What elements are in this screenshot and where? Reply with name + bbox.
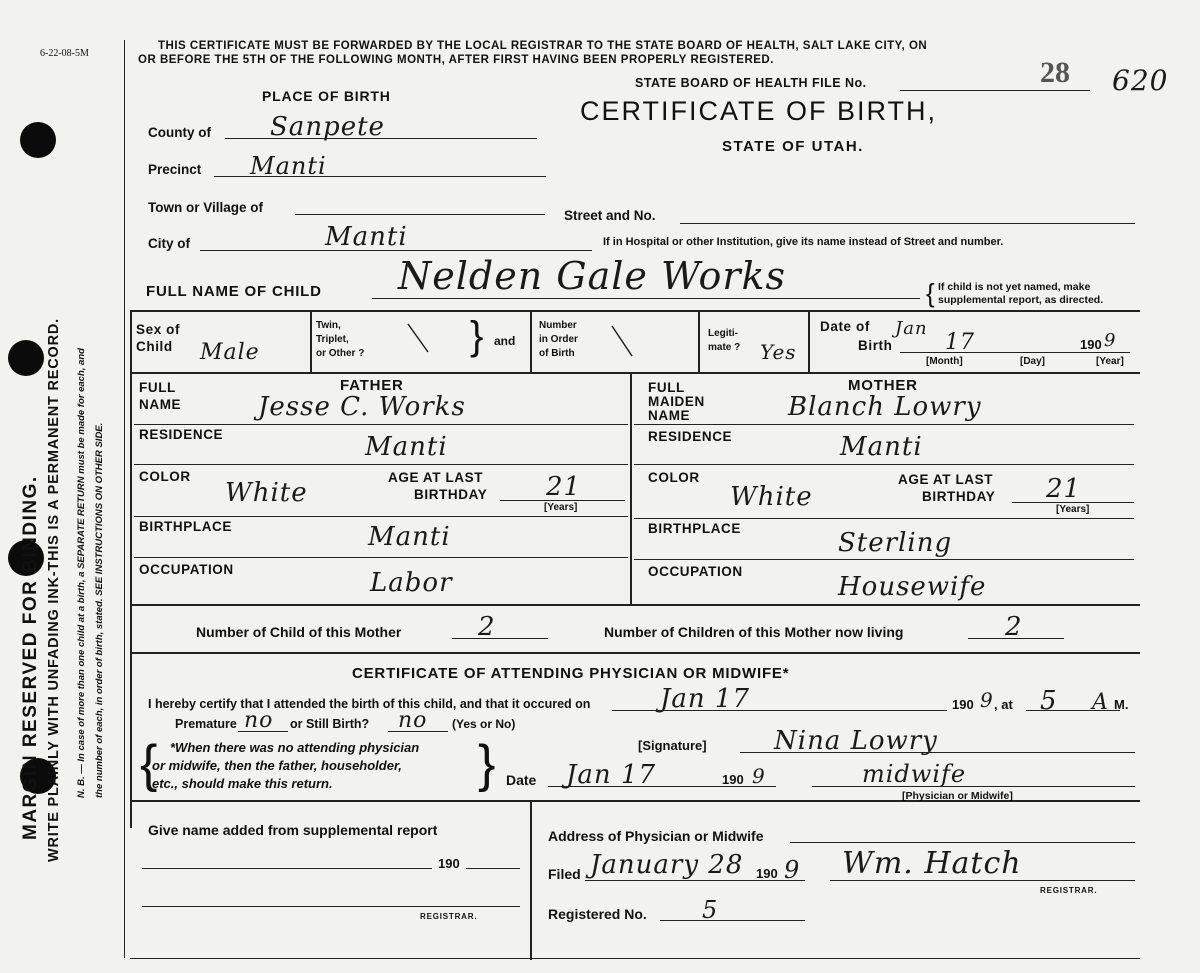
children-living-value: 2 bbox=[1005, 612, 1023, 642]
supplemental-year: 190 bbox=[438, 856, 460, 871]
physician-heading: CERTIFICATE OF ATTENDING PHYSICIAN OR MIDWIFE* bbox=[352, 665, 790, 682]
registrar-signature: Wm. Hatch bbox=[842, 846, 1022, 881]
filed-written: January 28 bbox=[590, 850, 744, 880]
dob-year-printed: 190 bbox=[1080, 337, 1102, 352]
father-birthplace-label: BIRTHPLACE bbox=[139, 519, 232, 534]
father-occupation-label: OCCUPATION bbox=[139, 562, 234, 577]
mother-color-label: COLOR bbox=[648, 470, 700, 485]
mother-residence-label: RESIDENCE bbox=[648, 429, 733, 444]
mother-full-label: FULL bbox=[648, 380, 685, 395]
header-instruction-2: OR BEFORE THE 5TH OF THE FOLLOWING MONTH, AFTER FIRST HAVING BEEN PROPERLY REGISTERED. bbox=[138, 54, 774, 66]
nb-note-line1: N. B. — In case of more than one child at a birth, a SEPARATE RETURN must be made for each, and bbox=[76, 348, 87, 798]
mother-years-label: [Years] bbox=[1056, 504, 1090, 515]
father-residence-label: RESIDENCE bbox=[139, 427, 224, 442]
still-birth-value: no bbox=[398, 708, 428, 733]
ampm-value: A bbox=[1092, 690, 1109, 715]
hospital-note: If in Hospital or other Institution, give its name instead of Street and number. bbox=[603, 236, 1004, 248]
father-name-label: NAME bbox=[139, 397, 182, 412]
mother-birthplace-line bbox=[634, 559, 1134, 560]
still-birth-label: or Still Birth? bbox=[290, 717, 370, 731]
mother-age-value: 21 bbox=[1046, 474, 1082, 504]
state-title: STATE OF UTAH. bbox=[722, 138, 864, 155]
rule-bottom bbox=[130, 958, 1140, 959]
father-birthplace-value: Manti bbox=[368, 522, 451, 552]
mother-residence-value: Manti bbox=[840, 432, 923, 462]
certificate-title: CERTIFICATE OF BIRTH, bbox=[580, 96, 938, 126]
father-heading: FATHER bbox=[340, 377, 404, 394]
filed-year-printed: 190 bbox=[756, 866, 778, 881]
registered-no-value: 5 bbox=[702, 896, 719, 924]
stamp-number: 620 bbox=[1112, 64, 1169, 97]
father-age-label-1: AGE AT LAST bbox=[388, 470, 484, 485]
twin-dash-marks bbox=[400, 318, 640, 363]
binding-hole-1 bbox=[20, 122, 56, 158]
order-label-3: of Birth bbox=[539, 348, 575, 359]
form-code: 6-22-08-5M bbox=[40, 48, 89, 59]
rule-top bbox=[130, 310, 1140, 312]
month-label: [Month] bbox=[926, 356, 963, 367]
town-line bbox=[295, 214, 545, 215]
father-color-value: White bbox=[225, 478, 308, 508]
mother-occupation-label: OCCUPATION bbox=[648, 564, 743, 579]
child-name-value: Nelden Gale Works bbox=[398, 254, 787, 298]
mother-color-value: White bbox=[730, 482, 813, 512]
file-number: 28 bbox=[1040, 56, 1070, 89]
precinct-label: Precinct bbox=[148, 162, 202, 177]
mother-birthplace-label: BIRTHPLACE bbox=[648, 521, 741, 536]
rule-row4 bbox=[130, 652, 1140, 654]
dob-month: Jan bbox=[895, 318, 928, 339]
file-no-line bbox=[900, 90, 1090, 91]
father-age-value: 21 bbox=[546, 472, 582, 502]
supplemental-line-end bbox=[466, 868, 520, 869]
precinct-value: Manti bbox=[250, 152, 327, 180]
supplemental-line bbox=[142, 868, 432, 869]
signature-value: Nina Lowry bbox=[774, 726, 938, 756]
father-name-value: Jesse C. Works bbox=[258, 392, 466, 422]
write-plainly-text: WRITE PLAINLY WITH UNFADING INK-THIS IS A PERMANENT RECORD. bbox=[46, 318, 62, 862]
year-label: [Year] bbox=[1096, 356, 1124, 367]
m-label: M. bbox=[1114, 697, 1129, 712]
father-years-label: [Years] bbox=[544, 502, 578, 513]
rule-row2 bbox=[130, 372, 1140, 374]
registered-no-line bbox=[660, 920, 805, 921]
child-number-value: 2 bbox=[478, 612, 496, 642]
father-age-line bbox=[500, 500, 625, 501]
mother-age-label-1: AGE AT LAST bbox=[898, 472, 994, 487]
street-label: Street and No. bbox=[564, 208, 656, 223]
twin-brace: } bbox=[470, 314, 484, 358]
physician-note-1: *When there was no attending physician bbox=[170, 740, 420, 755]
margin-reserved-text: MARGIN RESERVED FOR BINDING. bbox=[20, 475, 41, 840]
child-number-line bbox=[452, 638, 548, 639]
father-age-label-2: BIRTHDAY bbox=[414, 487, 488, 502]
supplemental-registrar-label: REGISTRAR. bbox=[420, 912, 478, 921]
dob-line bbox=[900, 352, 1130, 353]
sex-value: Male bbox=[200, 340, 260, 365]
father-occupation-value: Labor bbox=[370, 568, 453, 598]
legit-label-1: Legiti- bbox=[708, 328, 738, 339]
sex-label-2: Child bbox=[136, 339, 173, 354]
child-name-line bbox=[372, 298, 920, 299]
date-year-printed: 190 bbox=[722, 772, 744, 787]
physician-certify-text: I hereby certify that I attended the birth of this child, and that it occured on bbox=[148, 697, 591, 711]
father-full-label: FULL bbox=[139, 380, 176, 395]
child-number-label: Number of Child of this Mother bbox=[196, 624, 402, 640]
father-color-label: COLOR bbox=[139, 469, 191, 484]
header-instruction-1: THIS CERTIFICATE MUST BE FORWARDED BY THE LOCAL REGISTRAR TO THE STATE BOARD OF HEALTH, SALT LAKE CITY, ON bbox=[158, 40, 928, 52]
father-residence-value: Manti bbox=[365, 432, 448, 462]
margin-rule bbox=[124, 40, 125, 958]
mother-heading: MOTHER bbox=[848, 377, 918, 394]
city-label: City of bbox=[148, 236, 190, 251]
physician-note-3: etc., should make this return. bbox=[152, 776, 333, 791]
nb-note-line2: the number of each, in order of birth, stated. SEE INSTRUCTIONS ON OTHER SIDE. bbox=[94, 422, 105, 798]
mother-occupation-value: Housewife bbox=[838, 572, 987, 602]
date-year-written: 9 bbox=[752, 764, 766, 788]
rule-sex bbox=[310, 310, 312, 372]
legit-label-2: mate ? bbox=[708, 342, 741, 353]
mother-residence-line bbox=[634, 464, 1134, 465]
hour-value: 5 bbox=[1040, 686, 1058, 716]
binding-hole-2 bbox=[8, 340, 44, 376]
title-line bbox=[812, 786, 1135, 787]
mother-color-line bbox=[634, 518, 1134, 519]
twin-label-2: Triplet, bbox=[316, 334, 349, 345]
day-label: [Day] bbox=[1020, 356, 1046, 367]
yes-no-label: (Yes or No) bbox=[452, 717, 516, 731]
filed-year-written: 9 bbox=[784, 856, 801, 884]
town-label: Town or Village of bbox=[148, 200, 264, 215]
note-brace-left: { bbox=[140, 735, 158, 793]
date-written: Jan 17 bbox=[566, 760, 657, 790]
signature-label: [Signature] bbox=[638, 738, 707, 753]
note-brace-right: } bbox=[478, 735, 496, 793]
child-note-2: supplemental report, as directed. bbox=[938, 294, 1104, 306]
filed-label: Filed bbox=[548, 866, 581, 882]
street-line bbox=[680, 223, 1135, 224]
mother-age-label-2: BIRTHDAY bbox=[922, 489, 996, 504]
at-label: , at bbox=[994, 697, 1013, 712]
premature-value: no bbox=[244, 708, 274, 733]
rule-bottom-split bbox=[530, 800, 532, 960]
child-note-1: If child is not yet named, make bbox=[938, 281, 1091, 293]
sex-label-1: Sex of bbox=[136, 322, 181, 337]
file-no-label: STATE BOARD OF HEALTH FILE No. bbox=[635, 76, 867, 90]
registrar-label: REGISTRAR. bbox=[1040, 886, 1098, 895]
dob-day: 17 bbox=[945, 330, 975, 355]
twin-label-3: or Other ? bbox=[316, 348, 365, 359]
dob-year-written: 9 bbox=[1104, 330, 1117, 351]
child-name-label: FULL NAME OF CHILD bbox=[146, 283, 322, 300]
county-value: Sanpete bbox=[270, 112, 385, 142]
father-birthplace-line bbox=[134, 557, 628, 558]
occurred-date-value: Jan 17 bbox=[660, 684, 751, 714]
title-label: [Physician or Midwife] bbox=[902, 790, 1013, 802]
city-value: Manti bbox=[325, 222, 408, 252]
mother-name-value: Blanch Lowry bbox=[788, 392, 982, 422]
premature-label: Premature bbox=[175, 717, 237, 731]
rule-row3 bbox=[130, 604, 1140, 606]
occurred-year-written: 9 bbox=[980, 688, 994, 712]
occurred-year-printed: 190 bbox=[952, 697, 974, 712]
children-living-label: Number of Children of this Mother now living bbox=[604, 624, 904, 640]
dob-label-1: Date of bbox=[820, 319, 870, 334]
supplemental-label: Give name added from supplemental report bbox=[148, 822, 438, 838]
address-label: Address of Physician or Midwife bbox=[548, 828, 764, 844]
supplemental-registrar-line bbox=[142, 906, 520, 907]
physician-note-2: or midwife, then the father, householder, bbox=[152, 758, 402, 773]
order-label-1: Number bbox=[539, 320, 577, 331]
rule-left bbox=[130, 310, 132, 828]
father-residence-line bbox=[134, 464, 628, 465]
child-note-brace: { bbox=[926, 278, 935, 308]
and-label: and bbox=[494, 334, 516, 348]
legitimate-value: Yes bbox=[760, 340, 797, 364]
date-label: Date bbox=[506, 772, 537, 788]
order-label-2: in Order bbox=[539, 334, 578, 345]
father-color-line bbox=[134, 516, 628, 517]
twin-label-1: Twin, bbox=[316, 320, 341, 331]
rule-legit bbox=[808, 310, 810, 372]
rule-order bbox=[698, 310, 700, 372]
mother-maiden-label: MAIDEN bbox=[648, 394, 705, 409]
place-heading: PLACE OF BIRTH bbox=[262, 88, 391, 104]
father-name-line bbox=[134, 424, 628, 425]
registered-no-label: Registered No. bbox=[548, 906, 647, 922]
rule-parents bbox=[630, 372, 632, 604]
mother-name-line bbox=[634, 424, 1134, 425]
title-written: midwife bbox=[862, 760, 967, 788]
mother-birthplace-value: Sterling bbox=[838, 528, 953, 558]
mother-name-label: NAME bbox=[648, 408, 691, 423]
dob-label-2: Birth bbox=[858, 338, 893, 353]
mother-age-line bbox=[1012, 502, 1134, 503]
county-label: County of bbox=[148, 125, 211, 140]
address-line bbox=[790, 842, 1135, 843]
